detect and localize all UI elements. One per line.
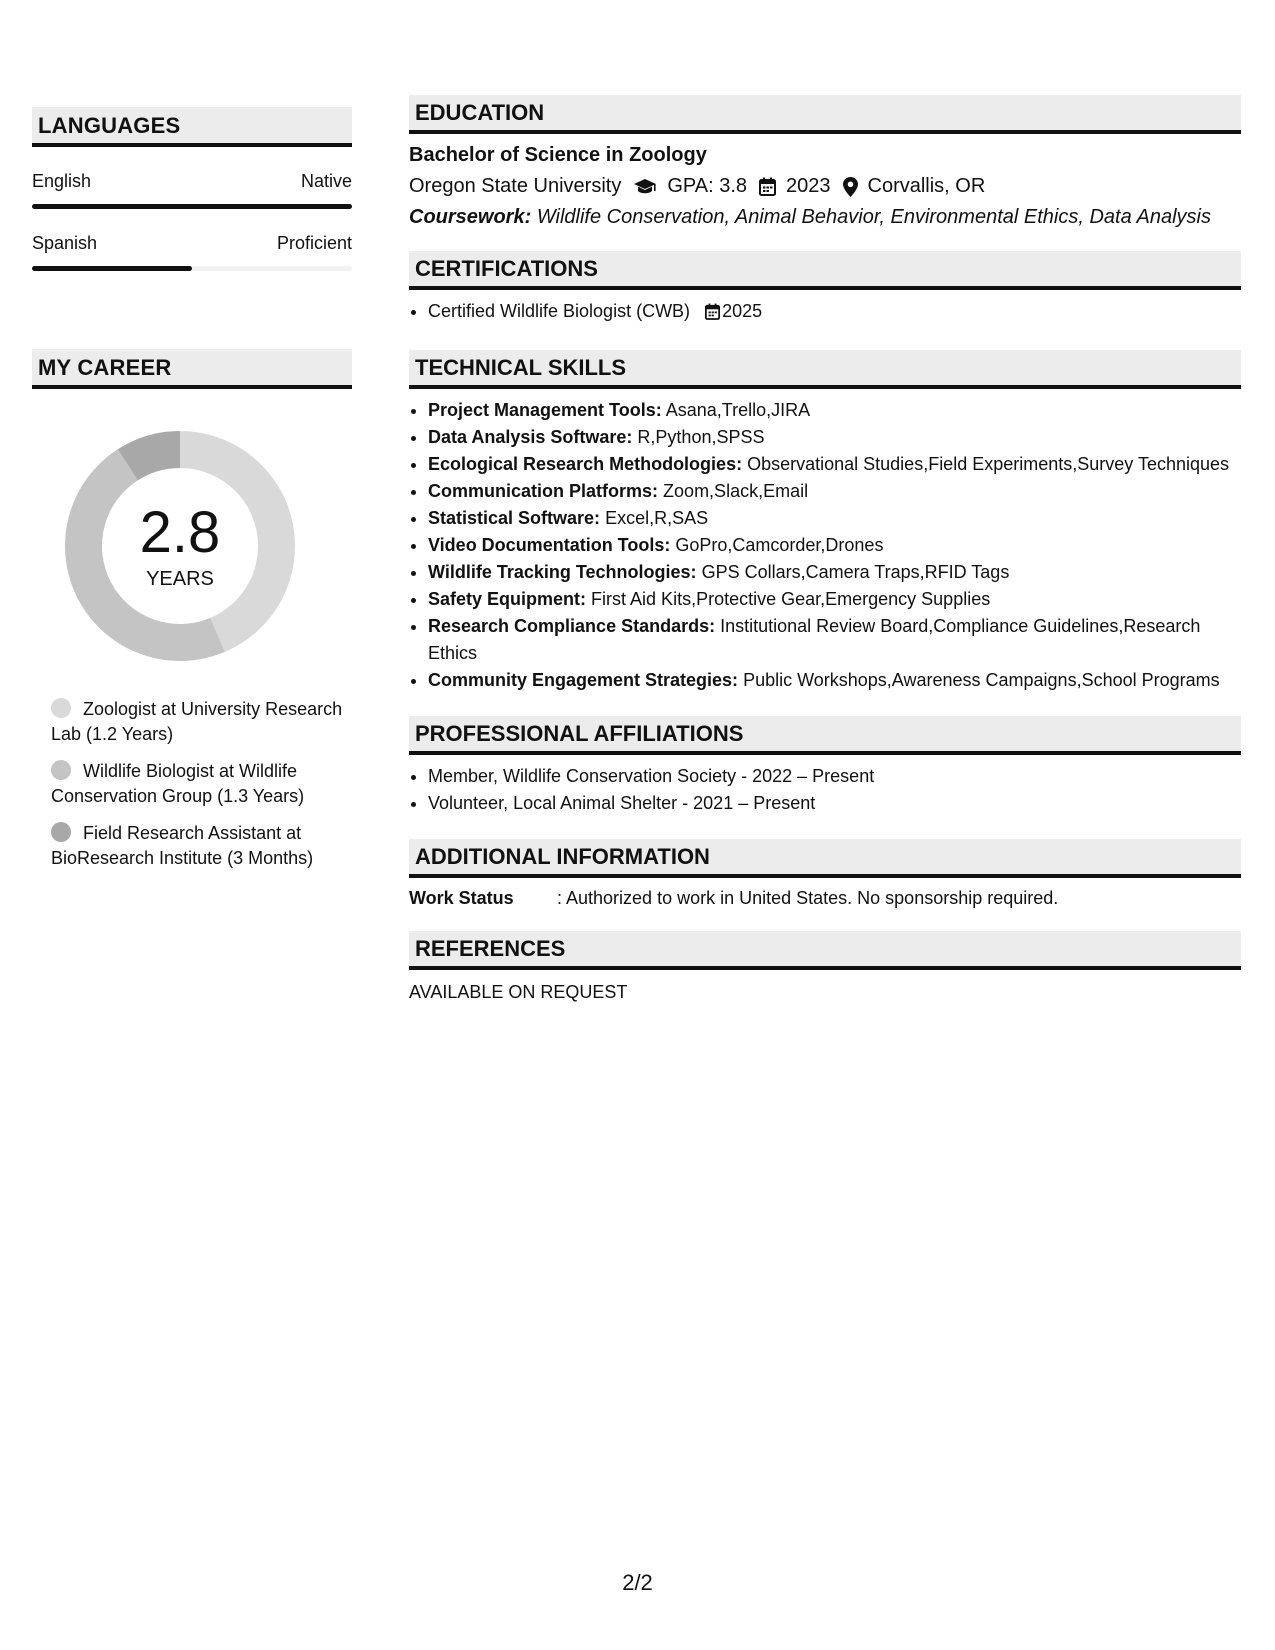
skill-label: Video Documentation Tools: xyxy=(428,535,671,555)
skill-item xyxy=(428,424,1241,451)
references-heading: REFERENCES xyxy=(409,931,1241,970)
skills-heading: TECHNICAL SKILLS xyxy=(409,350,1241,389)
skill-item xyxy=(428,532,1241,559)
graduation-year: 2023 xyxy=(786,175,831,197)
skill-label: Safety Equipment: xyxy=(428,589,587,609)
skill-label: Communication Platforms: xyxy=(428,481,659,501)
skill-value: GPS Collars,Camera Traps,RFID Tags xyxy=(701,562,1010,582)
right-column xyxy=(409,95,1241,1003)
skill-item xyxy=(428,613,1241,667)
page-number: 2/2 xyxy=(622,1570,653,1595)
certifications-section xyxy=(409,251,1241,328)
languages-heading: LANGUAGES xyxy=(32,107,352,147)
language-bar-fill xyxy=(32,204,352,209)
skill-value: Asana,Trello,JIRA xyxy=(665,400,811,420)
skill-item xyxy=(428,667,1241,694)
legend-dot xyxy=(51,760,71,780)
graduation-cap-icon xyxy=(633,178,657,196)
education-heading: EDUCATION xyxy=(409,95,1241,134)
certification-year: 2025 xyxy=(722,301,763,321)
coursework-list: Wildlife Conservation, Animal Behavior, Environmental Ethics, Data Analysis xyxy=(536,206,1212,228)
skill-value: Excel,R,SAS xyxy=(605,508,709,528)
legend-item xyxy=(51,821,351,871)
skill-value: First Aid Kits,Protective Gear,Emergency Supplies xyxy=(591,589,991,609)
legend-dot xyxy=(51,698,71,718)
certifications-list xyxy=(409,298,1241,328)
additional-info-section xyxy=(409,839,1241,909)
references-section xyxy=(409,931,1241,1003)
work-status-label: Work Status xyxy=(409,888,514,908)
skill-value: Institutional Review Board,Compliance Guidelines,Research Ethics xyxy=(428,616,1201,663)
language-bar xyxy=(32,204,352,209)
language-item xyxy=(32,233,352,271)
language-bar xyxy=(32,266,352,271)
career-legend xyxy=(51,697,351,871)
calendar-icon xyxy=(705,301,720,328)
calendar-icon xyxy=(759,177,776,196)
skill-item xyxy=(428,505,1241,532)
skill-item xyxy=(428,586,1241,613)
skill-label: Project Management Tools: xyxy=(428,400,662,420)
affiliations-heading: PROFESSIONAL AFFILIATIONS xyxy=(409,716,1241,755)
skills-list xyxy=(409,397,1241,694)
skill-item xyxy=(428,397,1241,424)
legend-label: Zoologist at University Research Lab (1.2 Years) xyxy=(51,699,343,744)
skill-item xyxy=(428,559,1241,586)
language-bar-fill xyxy=(32,266,192,271)
skill-value: R,Python,SPSS xyxy=(637,427,765,447)
skill-label: Wildlife Tracking Technologies: xyxy=(428,562,697,582)
legend-dot xyxy=(51,822,71,842)
affiliation-item: • Member, Wildlife Conservation Society - 2022 – Present xyxy=(428,763,1241,790)
career-heading: MY CAREER xyxy=(32,349,352,389)
gpa: GPA: 3.8 xyxy=(667,175,747,197)
skill-value: Public Workshops,Awareness Campaigns,School Programs xyxy=(743,670,1220,690)
certifications-heading: CERTIFICATIONS xyxy=(409,251,1241,290)
career-total: 2.8 xyxy=(139,500,221,565)
skill-item xyxy=(428,478,1241,505)
legend-label: Field Research Assistant at BioResearch Institute (3 Months) xyxy=(51,823,314,868)
skill-value: GoPro,Camcorder,Drones xyxy=(675,535,884,555)
school-name: Oregon State University xyxy=(409,175,622,197)
career-unit: YEARS xyxy=(146,568,214,590)
references-text: AVAILABLE ON REQUEST xyxy=(409,982,628,1002)
skill-value: Observational Studies,Field Experiments,Survey Techniques xyxy=(747,454,1230,474)
affiliations-list xyxy=(409,763,1241,817)
left-column xyxy=(32,107,352,883)
legend-label: Wildlife Biologist at Wildlife Conservation Group (1.3 Years) xyxy=(51,761,305,806)
legend-item xyxy=(51,759,351,809)
work-status-value: : Authorized to work in United States. No sponsorship required. xyxy=(557,888,1059,908)
skill-label: Data Analysis Software: xyxy=(428,427,633,447)
affiliation-item: • Volunteer, Local Animal Shelter - 2021 – Present xyxy=(428,790,1241,817)
language-level: Native xyxy=(300,171,352,191)
work-status-row xyxy=(409,888,1241,909)
certification-name: Certified Wildlife Biologist (CWB) xyxy=(428,301,691,321)
coursework-label: Coursework: xyxy=(409,206,532,228)
school-location: Corvallis, OR xyxy=(867,175,986,197)
certification-item xyxy=(428,298,1241,328)
skill-label: Statistical Software: xyxy=(428,508,601,528)
skill-label: Research Compliance Standards: xyxy=(428,616,716,636)
coursework xyxy=(409,206,1241,229)
location-pin-icon xyxy=(843,177,858,197)
legend-item xyxy=(51,697,351,747)
language-item xyxy=(32,171,352,209)
skill-label: Ecological Research Methodologies: xyxy=(428,454,743,474)
skill-label: Community Engagement Strategies: xyxy=(428,670,739,690)
additional-info-heading: ADDITIONAL INFORMATION xyxy=(409,839,1241,878)
degree-title: Bachelor of Science in Zoology xyxy=(409,144,707,166)
skill-item xyxy=(428,451,1241,478)
affiliations-section xyxy=(409,716,1241,817)
career-donut-chart xyxy=(65,431,295,661)
education-section xyxy=(409,95,1241,229)
skill-value: Zoom,Slack,Email xyxy=(663,481,809,501)
language-level: Proficient xyxy=(276,233,352,253)
language-name: Spanish xyxy=(32,233,98,253)
language-name: English xyxy=(32,171,92,191)
education-details xyxy=(409,175,1241,198)
skills-section xyxy=(409,350,1241,694)
